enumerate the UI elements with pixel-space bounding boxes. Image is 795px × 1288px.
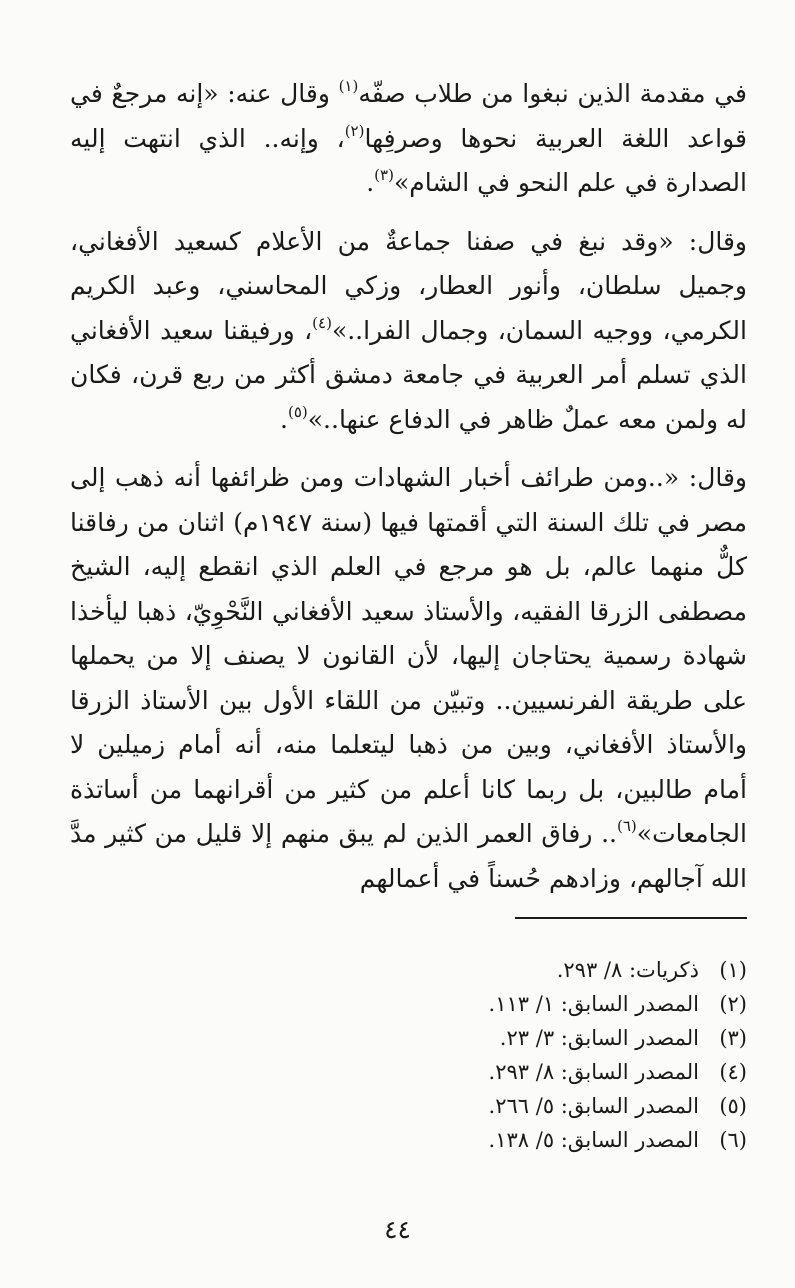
footnote-number: (١) [719,958,747,982]
text-run: ، ورفيقنا سعيد الأفغاني الذي تسلم أمر العربية في جامعة دمشق أكثر من ربع قرن، فكان له ولمن معه عملٌ ظاهر في الدفاع عنها..» [70,315,747,434]
footnote-marker: (٣) [374,166,394,184]
footnote-number: (٥) [719,1094,747,1118]
footnote-marker: (١) [338,77,359,95]
footnote-number: (٣) [719,1026,747,1050]
text-run: وقال: «وقد نبغ في صفنا جماعةٌ من الأعلام كسعيد الأفغاني، وجميل سلطان، وأنور العطار، وزكي المحاسني، وعبد الكريم الكرمي، ووجيه السمان، وجمال الفرا..» [70,226,747,345]
footnote-number: (٤) [719,1060,747,1084]
footnote-marker: (٥) [287,402,308,421]
footnote [327,953,747,987]
footnote [327,1055,747,1089]
footnote-marker: (٤) [312,313,332,332]
footnote [327,1021,747,1055]
footnote-text: المصدر السابق: ٣/ ٢٣. [499,1026,699,1050]
text-run: .. رفاق العمر الذين لم يبق منهم إلا قليل من كثير مدَّ الله آجالهم، وزادهم حُسناً في أعمالهم [70,819,747,893]
text-run: وقال: «..ومن طرائف أخبار الشهادات ومن ظرائفها أنه ذهب إلى مصر في تلك السنة التي أقمتها فيها (سنة ١٩٤٧م) اثنان من رفاقنا كلٌّ منهما عالم، بل هو مرجع في العلم الذي انقطع إليه، الشيخ مصطفى الزرقا الفقيه، والأستاذ سعيد الأفغاني النَّحْوِيّ، ذهبا ليأخذا شهادة رسمية يحتاجان إليها، لأن القانون لا يصنف إلا من يحملها على طريقة الفرنسيين.. وتبيّن من اللقاء الأول بين الأستاذ الزرقا والأستاذ الأفغاني، وبين من ذهبا ليتعلما منه، أنه أمام زميلين لا أمام طالبين، بل ربما كانا أعلم من كثير من أقرانهما من أساتذة الجامعات» [70,463,748,848]
paragraph [70,72,747,206]
footnote [327,1123,747,1157]
footnote-number: (٦) [719,1128,747,1152]
footnote-text: ذكريات: ٨/ ٢٩٣. [556,958,699,982]
text-run: . [366,168,375,197]
footnote-marker: (٢) [344,121,365,140]
page-number: ٤٤ [384,1215,411,1244]
text-run: وقال عنه: «إنه مرجعٌ في قواعد اللغة العربية نحوها وصرفِها [70,79,747,153]
footnote-text: المصدر السابق: ٥/ ٢٦٦. [488,1094,699,1118]
footnote-marker: (٦) [617,817,637,835]
footnotes [327,953,747,1157]
footnote-divider [515,917,747,919]
footnote [327,1089,747,1123]
paragraph [70,456,747,901]
footnote-text: المصدر السابق: ٨/ ٢٩٣. [488,1060,699,1084]
text-run: في مقدمة الذين نبغوا من طلاب صفّه [358,79,747,108]
footnote-number: (٢) [719,992,747,1016]
footnote-text: المصدر السابق: ٥/ ١٣٨. [488,1128,699,1152]
main-text [70,72,747,901]
paragraph [70,220,747,443]
footnote [327,987,747,1021]
text-run: . [280,404,288,434]
text-run: ، وإنه.. الذي انتهت إليه الصدارة في علم النحو في الشام» [70,123,747,197]
footnote-text: المصدر السابق: ١/ ١١٣. [488,992,699,1016]
